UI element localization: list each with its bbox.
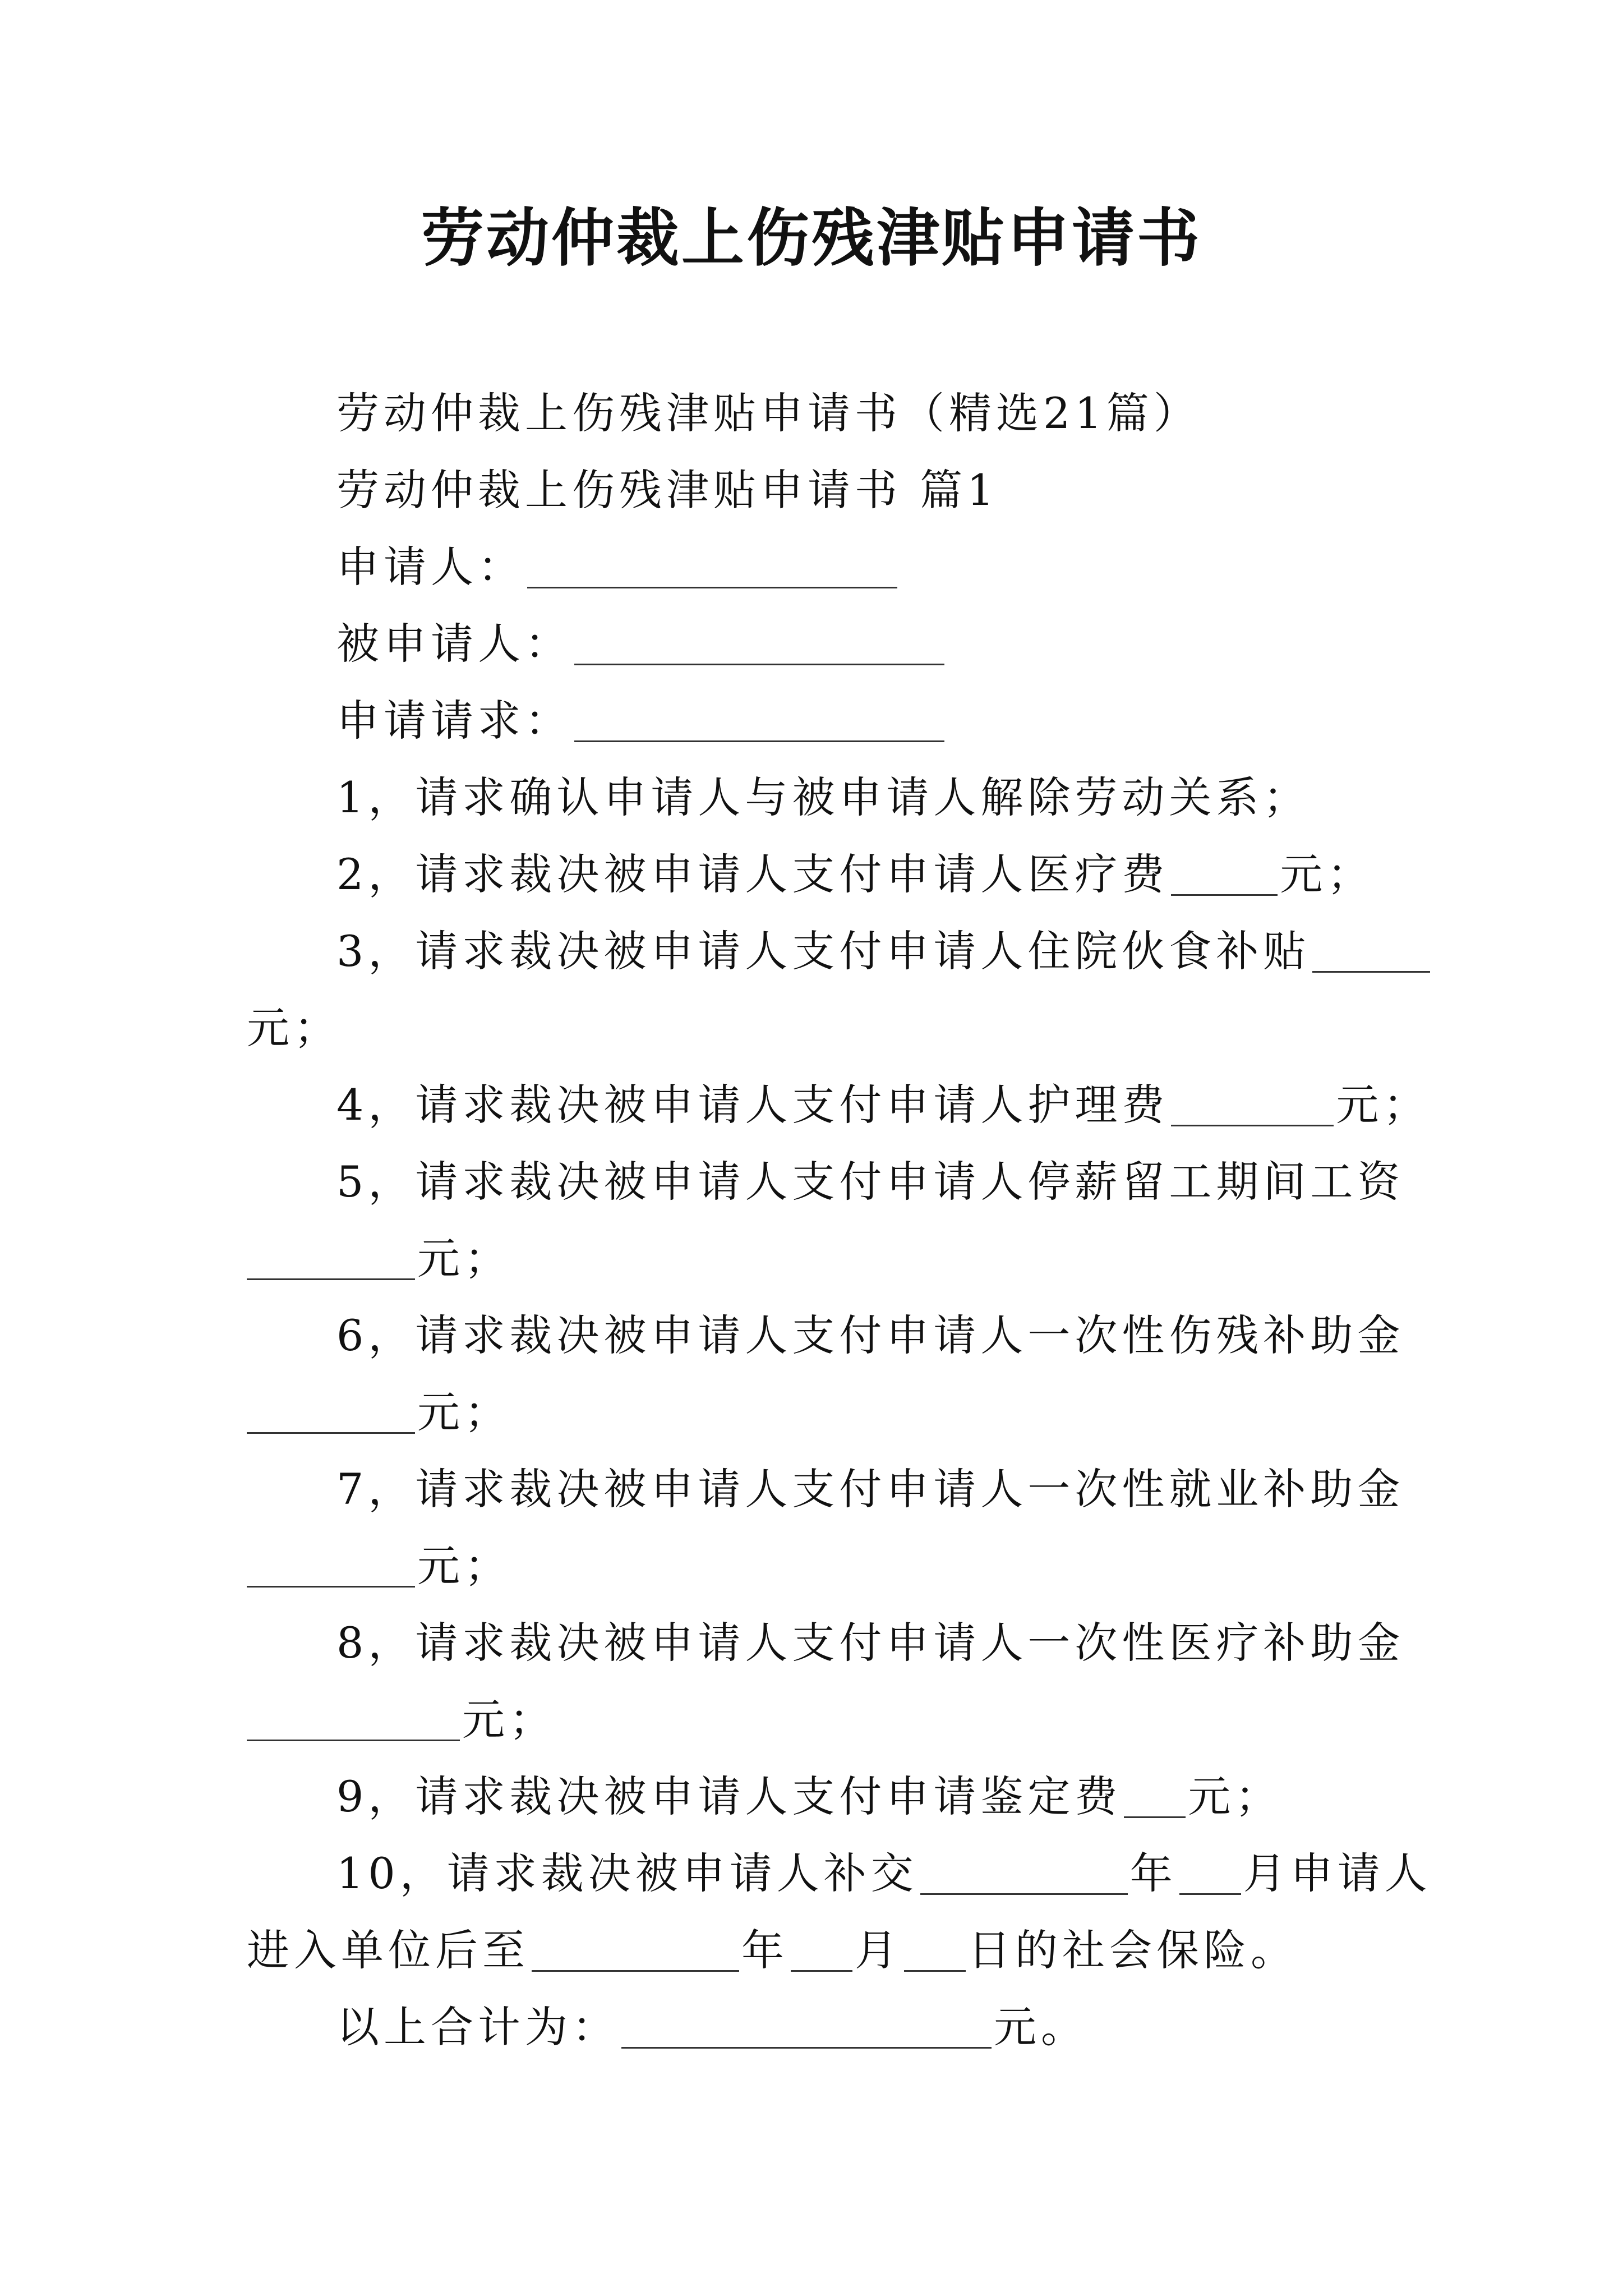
doc-line-item-3-cont [247, 990, 1380, 1066]
blank-appraisal-fee[interactable] [1124, 1777, 1186, 1818]
line-text: 元； [417, 1234, 511, 1283]
line-text: 申请请求： [336, 696, 572, 746]
line-text: 劳动仲裁上伤残津贴申请书 篇1 [336, 465, 999, 515]
doc-line-subtitle [247, 375, 1380, 452]
line-text: 年 [1129, 1848, 1177, 1898]
blank-employment-subsidy[interactable] [247, 1547, 415, 1588]
line-text: 元。 [994, 2002, 1088, 2052]
doc-line-item-4 [247, 1066, 1431, 1143]
line-text: 6，请求裁决被申请人支付申请人一次性伤残补助金 [336, 1310, 1405, 1360]
line-text: 月 [855, 1925, 902, 1975]
line-text: 以上合计为： [336, 2002, 619, 2052]
doc-line-item-10-cont [247, 1912, 1380, 1989]
line-text: 元； [417, 1387, 511, 1437]
line-text: 元； [417, 1541, 511, 1591]
line-text: 5，请求裁决被申请人支付申请人停薪留工期间工资 [336, 1157, 1405, 1207]
line-text: 年 [741, 1925, 789, 1975]
doc-line-item-7-cont [247, 1527, 1380, 1604]
line-text: 劳动仲裁上伤残津贴申请书（精选21篇） [336, 388, 1201, 438]
doc-line-item-2 [247, 836, 1380, 913]
line-text: 元； [462, 1695, 556, 1745]
doc-line-section-heading [247, 452, 1380, 528]
line-text: 元； [247, 1003, 341, 1053]
line-text: 1，请求确认申请人与被申请人解除劳动关系； [336, 772, 1311, 822]
blank-medical-subsidy[interactable] [247, 1700, 460, 1741]
doc-line-respondent [247, 605, 1380, 682]
line-text: 被申请人： [336, 619, 572, 669]
line-text: 日的社会保险。 [968, 1925, 1298, 1975]
line-text: 元； [1188, 1772, 1283, 1821]
line-text: 2，请求裁决被申请人支付申请人医疗费 [336, 849, 1169, 899]
line-text: 10，请求裁决被申请人补交 [336, 1848, 918, 1898]
blank-nursing-fee[interactable] [1171, 1085, 1334, 1126]
blank-day-end[interactable] [904, 1931, 966, 1972]
line-text: 3，请求裁决被申请人支付申请人住院伙食补贴 [336, 926, 1311, 976]
line-text: 元； [1336, 1080, 1431, 1130]
blank-respondent[interactable] [574, 624, 944, 665]
doc-line-item-6-cont [247, 1374, 1380, 1451]
doc-line-item-9 [247, 1758, 1380, 1835]
line-text: 8，请求裁决被申请人支付申请人一次性医疗补助金 [336, 1618, 1405, 1668]
doc-line-total [247, 1989, 1380, 2065]
document-title: 劳动仲裁上伤残津贴申请书 [421, 201, 1202, 275]
blank-applicant[interactable] [527, 547, 897, 588]
line-text: 7，请求裁决被申请人支付申请人一次性就业补助金 [336, 1464, 1405, 1514]
line-text: 4，请求裁决被申请人支付申请人护理费 [336, 1080, 1169, 1130]
blank-medical-fee[interactable] [1171, 855, 1278, 896]
blank-requests[interactable] [574, 701, 944, 742]
doc-line-requests [247, 682, 1380, 759]
blank-month-start[interactable] [1179, 1854, 1241, 1895]
line-text: 申请人： [336, 542, 525, 592]
line-text: 月申请人 [1243, 1848, 1432, 1898]
doc-line-item-3 [247, 913, 1380, 990]
doc-line-applicant [247, 528, 1380, 605]
doc-line-item-8-cont [247, 1681, 1380, 1758]
doc-line-item-5 [247, 1143, 1405, 1220]
blank-disability-subsidy[interactable] [247, 1393, 415, 1434]
doc-line-item-6 [247, 1297, 1405, 1374]
blank-suspension-wages[interactable] [247, 1239, 415, 1280]
doc-line-item-8 [247, 1604, 1405, 1681]
doc-line-item-5-cont [247, 1220, 1380, 1297]
document-body [247, 375, 1432, 2065]
line-text: 元； [1280, 849, 1375, 899]
blank-meal-subsidy[interactable] [1312, 932, 1430, 973]
line-text: 9，请求裁决被申请人支付申请鉴定费 [336, 1772, 1122, 1821]
doc-line-item-1 [247, 759, 1380, 836]
line-text: 进入单位后至 [247, 1925, 529, 1975]
blank-year-end[interactable] [532, 1931, 739, 1972]
blank-month-end[interactable] [791, 1931, 852, 1972]
blank-year-start[interactable] [920, 1854, 1128, 1895]
doc-line-item-10 [247, 1835, 1432, 1912]
doc-line-item-7 [247, 1451, 1405, 1527]
blank-total[interactable] [621, 2008, 992, 2049]
